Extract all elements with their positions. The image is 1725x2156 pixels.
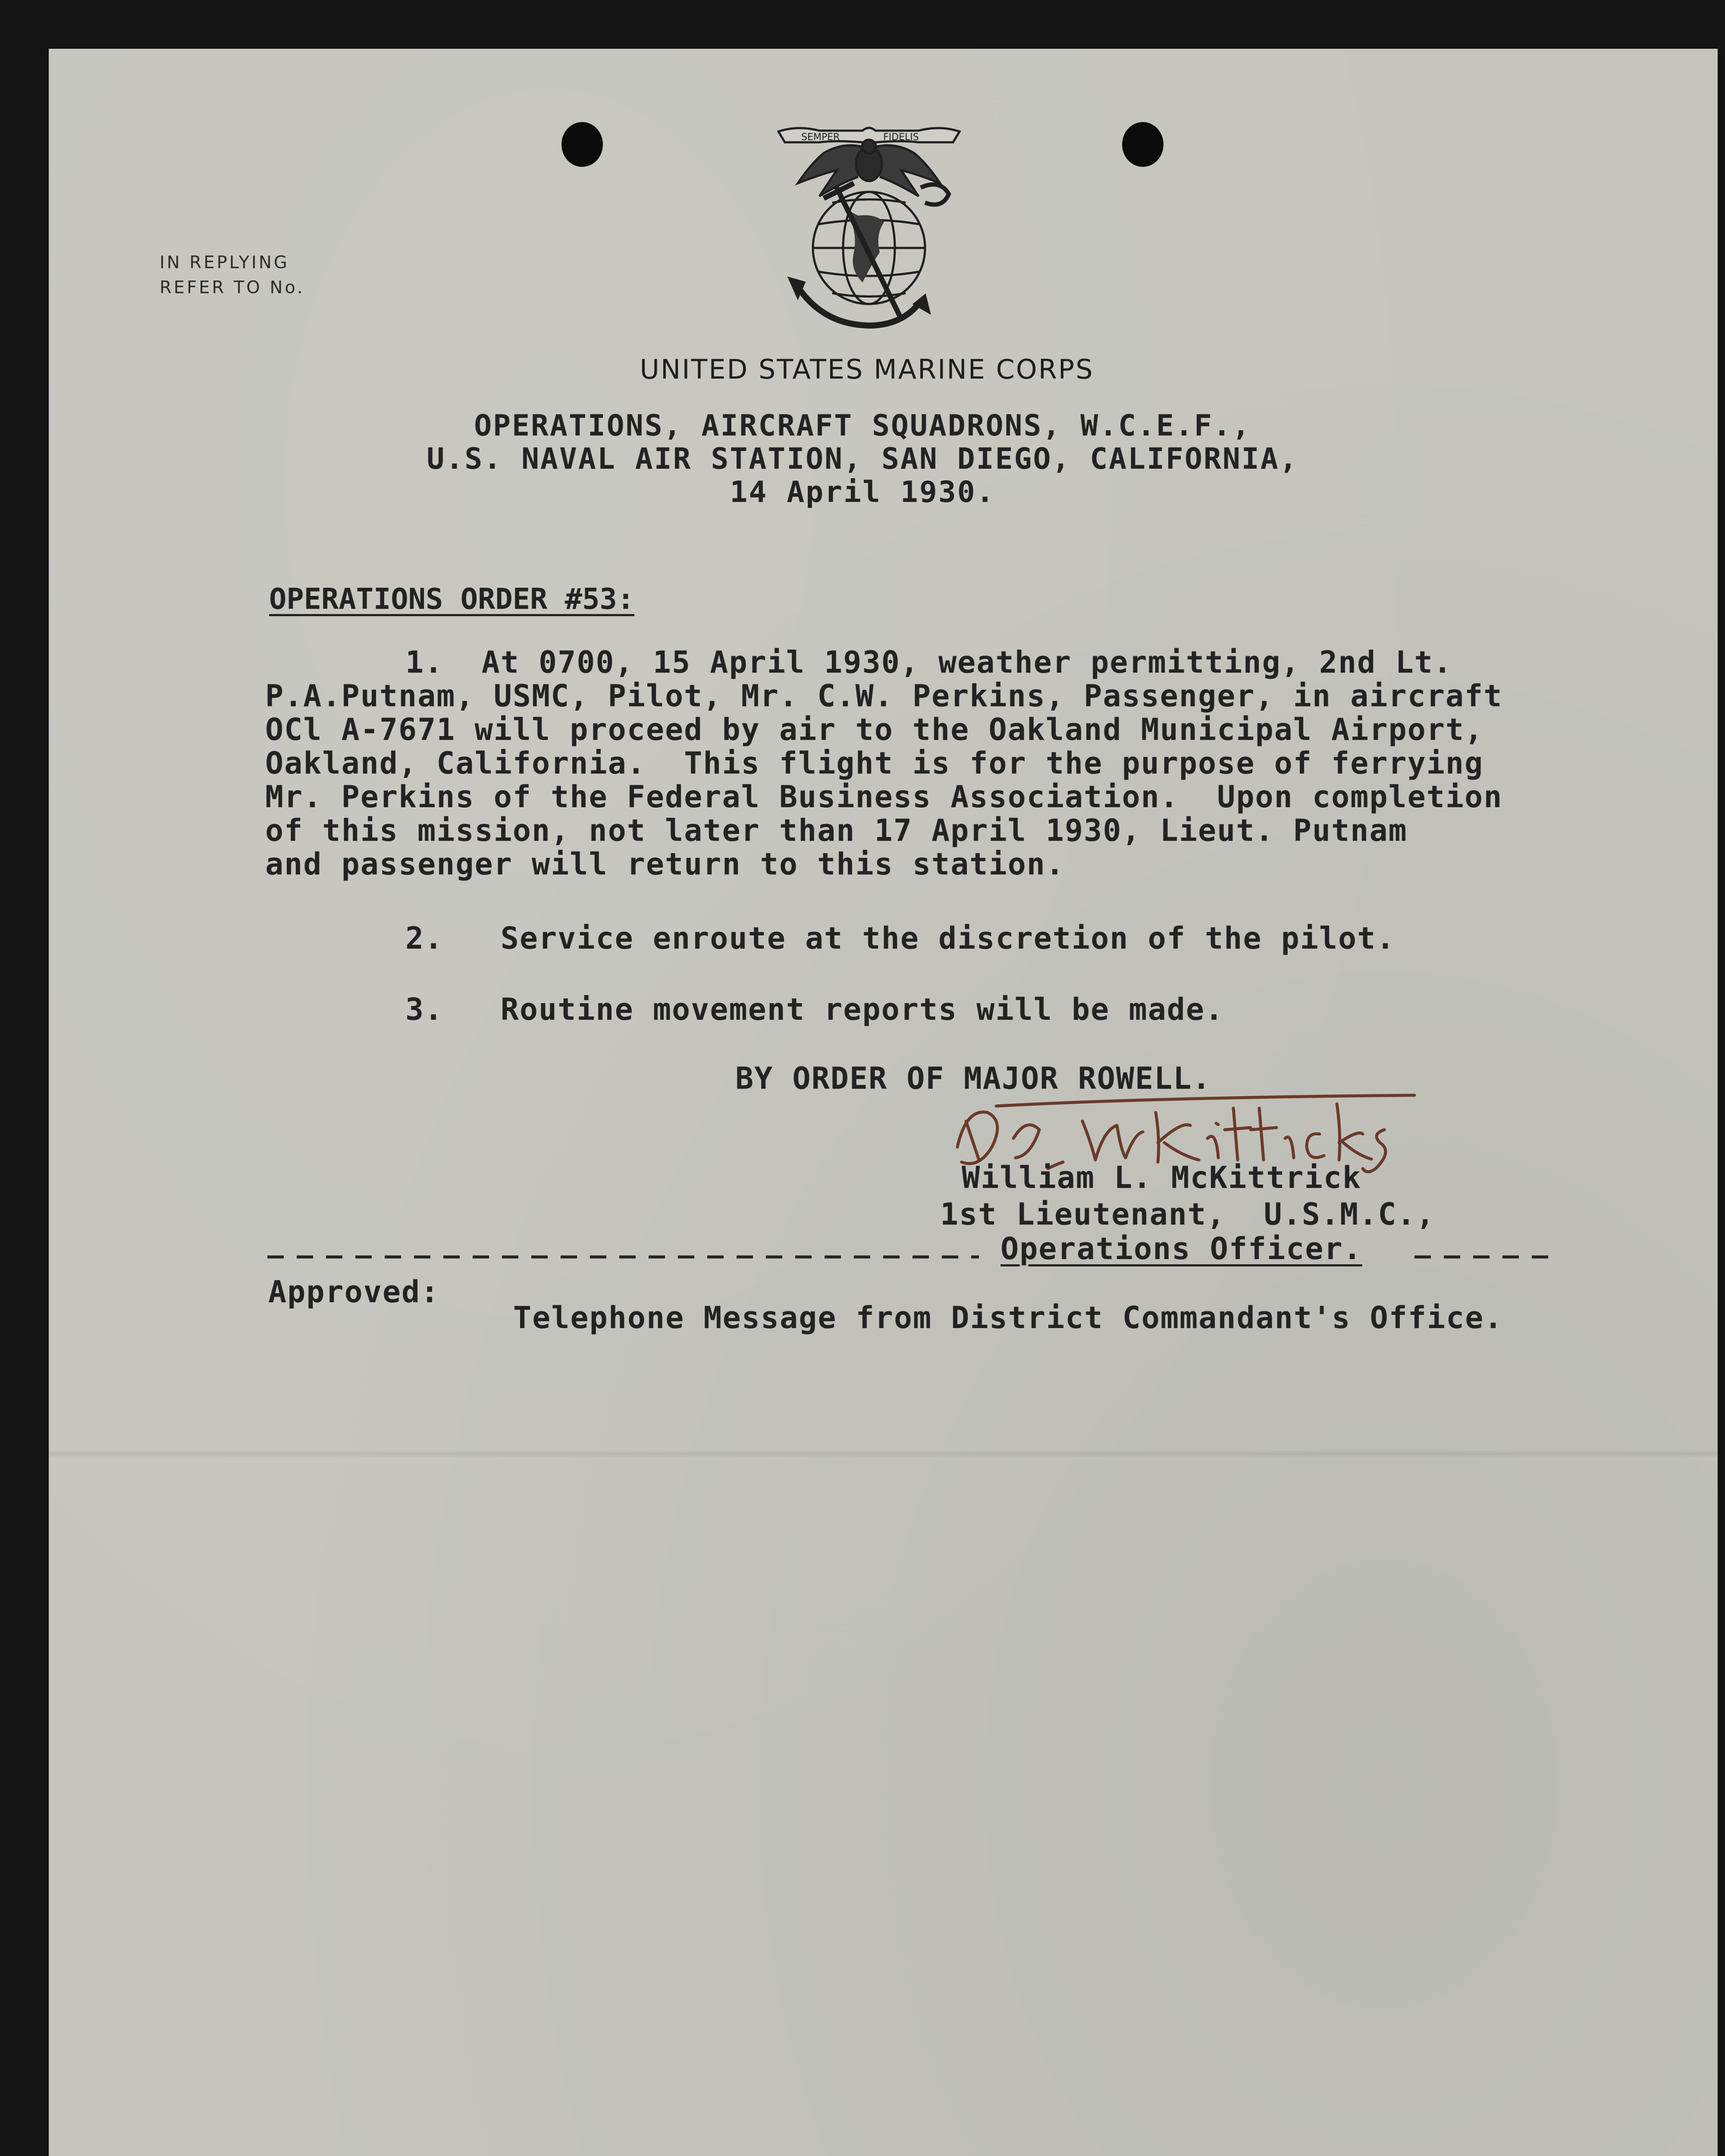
motto-fidelis: FIDELIS xyxy=(883,132,919,143)
letterhead-title: UNITED STATES MARINE CORPS xyxy=(640,354,1094,385)
eagle-globe-anchor-emblem xyxy=(772,123,966,334)
para1-line-2: P.A.Putnam, USMC, Pilot, Mr. C.W. Perkins, Passenger, in aircraft xyxy=(265,678,1503,714)
signer-rank: 1st Lieutenant, U.S.M.C., xyxy=(940,1197,1435,1232)
punch-hole-right xyxy=(1122,122,1164,167)
para1-line-7: and passenger will return to this station. xyxy=(265,846,1065,882)
para1-line-1: 1. At 0700, 15 April 1930, weather permitting, 2nd Lt. xyxy=(405,645,1452,680)
order-title-colon: : xyxy=(617,582,635,616)
signer-name: William L. McKittrick xyxy=(962,1160,1362,1195)
signer-title: Operations Officer. xyxy=(1000,1231,1362,1266)
para1-line-3: OCl A-7671 will proceed by air to the Oakland Municipal Airport, xyxy=(265,712,1484,747)
para2: 2. Service enroute at the discretion of the pilot. xyxy=(405,921,1396,956)
order-date: 14 April 1930. xyxy=(730,475,995,509)
refer-line-1: IN REPLYING xyxy=(160,253,289,273)
approved-label: Approved: xyxy=(268,1274,440,1310)
para1-line-4: Oakland, California. This flight is for the purpose of ferrying xyxy=(265,746,1484,781)
motto-semper: SEMPER xyxy=(801,132,840,143)
by-order-line: BY ORDER OF MAJOR ROWELL. xyxy=(735,1061,1211,1096)
punch-hole-left xyxy=(561,122,603,167)
unit-line-1: OPERATIONS, AIRCRAFT SQUADRONS, W.C.E.F., xyxy=(474,409,1251,443)
para1-line-6: of this mission, not later than 17 April 1930, Lieut. Putnam xyxy=(265,813,1408,848)
dashed-divider xyxy=(267,1248,1561,1266)
para1-line-5: Mr. Perkins of the Federal Business Association. Upon completion xyxy=(265,779,1503,815)
order-title xyxy=(269,582,634,616)
para3: 3. Routine movement reports will be made. xyxy=(405,992,1224,1027)
refer-notice xyxy=(160,250,305,300)
approval-text: Telephone Message from District Commandant's Office. xyxy=(513,1300,1503,1335)
unit-line-2: U.S. NAVAL AIR STATION, SAN DIEGO, CALIFORNIA, xyxy=(427,442,1298,476)
order-title-text: OPERATIONS ORDER #53 xyxy=(269,582,617,616)
refer-line-2: REFER TO No. xyxy=(160,278,305,298)
